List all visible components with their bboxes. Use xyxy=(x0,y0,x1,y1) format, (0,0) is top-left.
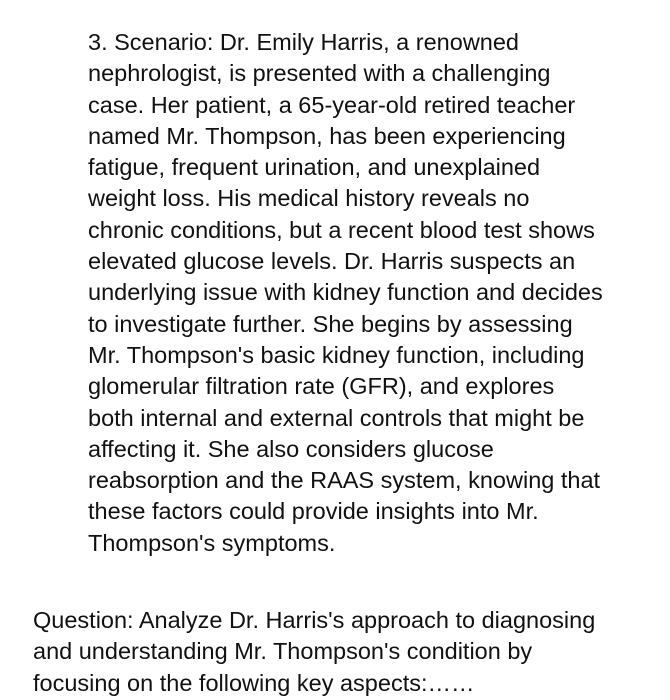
scenario-line: Thompson's symptoms. xyxy=(88,529,336,556)
scenario-line: Mr. Thompson's basic kidney function, including xyxy=(88,341,585,368)
scenario-line: nephrologist, is presented with a challenging xyxy=(88,60,551,87)
question-paragraph xyxy=(33,605,663,699)
scenario-line: named Mr. Thompson, has been experiencing xyxy=(88,122,566,149)
scenario-line: glomerular filtration rate (GFR), and explores xyxy=(88,373,555,400)
scenario-line: underlying issue with kidney function and decides xyxy=(88,279,603,306)
scenario-line: weight loss. His medical history reveals no xyxy=(88,185,530,212)
scenario-line: 3. Scenario: Dr. Emily Harris, a renowned xyxy=(88,29,519,55)
question-line: and understanding Mr. Thompson's condition by xyxy=(33,638,533,665)
scenario-line: case. Her patient, a 65-year-old retired teacher xyxy=(88,91,576,118)
scenario-line: both internal and external controls that might be xyxy=(88,404,585,431)
scenario-line: reabsorption and the RAAS system, knowing that xyxy=(88,467,601,494)
scenario-line: to investigate further. She begins by assessing xyxy=(88,310,573,337)
scenario-line: chronic conditions, but a recent blood test shows xyxy=(88,216,595,243)
question-line: focusing on the following key aspects:…… xyxy=(33,669,475,696)
question-line: Question: Analyze Dr. Harris's approach to diagnosing xyxy=(33,607,596,633)
scenario-line: affecting it. She also considers glucose xyxy=(88,435,494,462)
scenario-paragraph xyxy=(88,27,658,559)
scenario-line: fatigue, frequent urination, and unexplained xyxy=(88,154,541,181)
scenario-line: elevated glucose levels. Dr. Harris suspects an xyxy=(88,248,576,275)
scenario-line: these factors could provide insights into Mr. xyxy=(88,498,539,525)
